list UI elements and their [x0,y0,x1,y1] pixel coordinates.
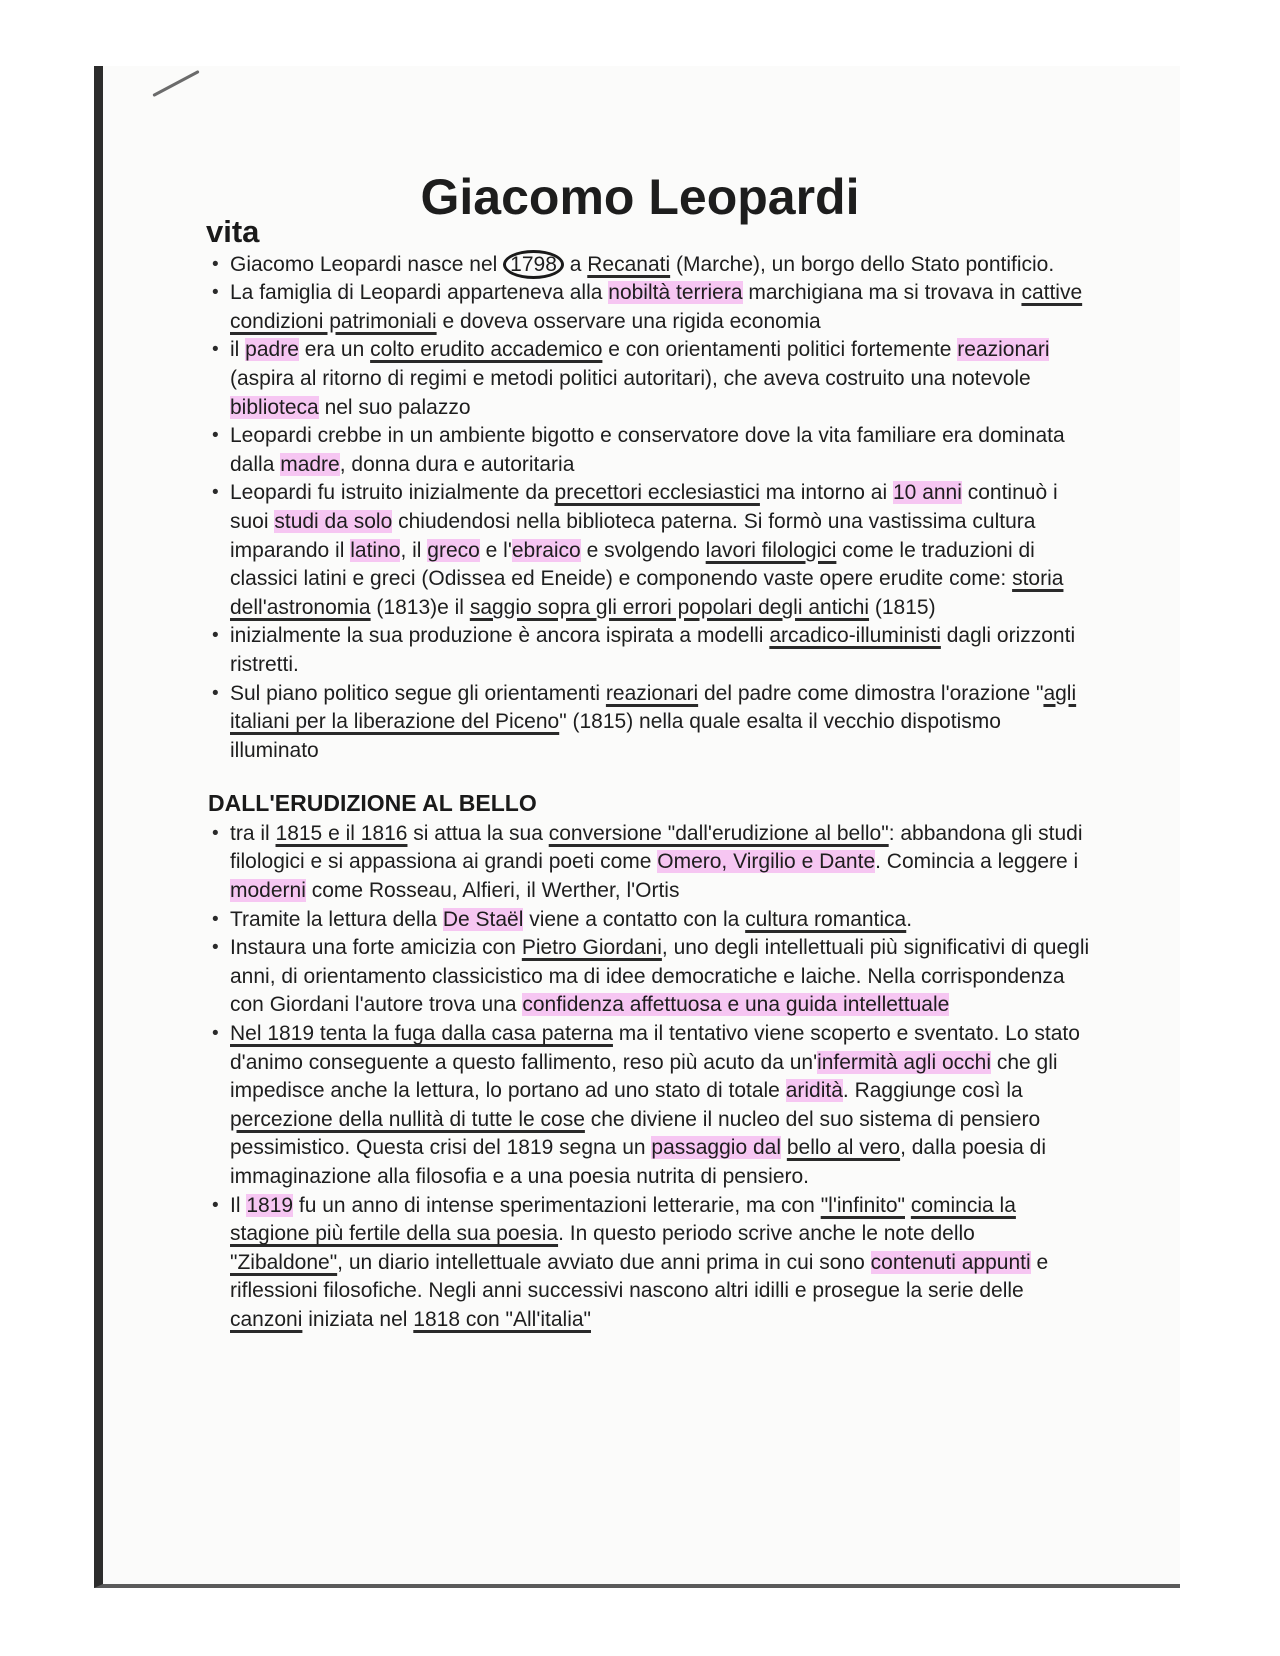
list-item [212,680,1092,766]
highlighted-text: De Staël [442,907,524,931]
text-run: del padre come dimostra l'orazione " [698,681,1044,705]
highlighted-text: confidenza affettuosa e una guida intellettuale [522,993,950,1017]
underlined-text: precettori ecclesiastici [554,481,760,505]
list-item [212,934,1092,1020]
underlined-text: 1818 con "All'italia" [413,1307,591,1331]
underlined-text: bello al vero [786,1136,901,1160]
list-item [212,1020,1092,1192]
highlighted-text: biblioteca [230,395,319,419]
text-run: Leopardi crebbe in un ambiente bigotto e conservatore dove la vita familiare era dominata dalla [230,424,1065,476]
list-item [212,251,1092,280]
list-item [212,906,1092,935]
list-item [212,336,1092,422]
list-item [212,422,1092,479]
text-run: . In questo periodo scrive anche le note dello [558,1222,975,1246]
text-run: e svolgendo [580,538,706,562]
text-run: chiudendosi nella biblioteca paterna. Si formò una vastissima cultura imparando il [230,509,1036,562]
underlined-text: comincia la stagione più fertile della sua poesia [230,1193,1016,1246]
highlighted-text: padre [245,338,299,362]
text-run: nel suo palazzo [318,395,471,419]
text-run: iniziata nel [302,1307,414,1331]
text-run: dagli orizzonti ristretti. [230,624,1076,676]
text-run: Giacomo Leopardi nasce nel [230,252,504,276]
underlined-text: Nel 1819 tenta la fuga dalla casa paterna [230,1022,613,1046]
highlighted-text: 10 anni [893,481,962,505]
text-run: . Comincia a leggere i [875,850,1079,874]
text-run: , il [400,538,428,562]
underlined-text: "l'infinito" [820,1193,905,1217]
highlighted-text: reazionari [957,338,1050,362]
text-run: inizialmente la sua produzione è ancora ispirata a modelli [230,624,770,648]
list-item [212,1192,1092,1335]
text-run: . Raggiunge così la [842,1079,1023,1103]
text-run: ma il tentativo viene scoperto e sventato. Lo stato d'animo conseguente a questo fallimento, reso più acuto da un' [230,1022,1080,1074]
list-item [212,279,1092,336]
underlined-text: saggio sopra gli errori popolari degli antichi [469,595,870,619]
highlighted-text: moderni [230,879,306,903]
text-run: il [230,338,246,362]
highlighted-text: infermità agli occhi [817,1050,991,1074]
text-run: Leopardi fu istruito inizialmente da [230,481,555,505]
text-run: e l' [479,538,512,562]
circled-text: 1798 [503,250,564,279]
highlighted-text: aridità [785,1079,843,1103]
underlined-text: agli italiani per la liberazione del Piceno [230,681,1077,734]
underlined-text: percezione della nullità di tutte le cose [230,1107,585,1131]
text-run: , un diario intellettuale avviato due anni prima in cui sono [337,1250,871,1274]
text-run: (Marche), un borgo dello Stato pontificio. [670,252,1055,276]
text-run: continuò i suoi [230,481,1058,533]
text-run: fu un anno di intense sperimentazioni letterarie, ma con [293,1193,821,1217]
text-run: viene a contatto con la [523,907,746,931]
underlined-text: colto erudito accademico [370,338,603,362]
text-run: " (1815) nella quale esalta il vecchio dispotismo illuminato [230,710,1001,762]
text-run: ma intorno ai [759,481,893,505]
text-run: (aspira al ritorno di regimi e metodi politici autoritari), che aveva costruito una notevole [230,366,1031,390]
underlined-text: lavori filologici [705,538,837,562]
underlined-text: Recanati [587,252,671,276]
underlined-text: conversione "dall'erudizione al bello" [548,821,889,845]
underlined-text: arcadico-illuministi [769,624,941,648]
text-run: che gli impedisce anche la lettura, lo portano ad uno stato di totale [230,1050,1058,1103]
text-run: Sul piano politico segue gli orientamenti [230,681,606,705]
text-run: Instaura una forte amicizia con [230,936,522,960]
highlighted-text: greco [427,538,480,562]
list-item [212,820,1092,906]
text-run: La famiglia di Leopardi apparteneva alla [230,281,609,305]
text-run: , dalla poesia di immaginazione alla filosofia e a una poesia nutrita di pensiero. [230,1136,1047,1188]
text-run: . [906,907,913,931]
text-run: si attua la sua [407,821,549,845]
highlighted-text: studi da solo [274,509,393,533]
text-run: e doveva osservare una rigida economia [436,309,821,333]
underlined-text: 1815 e il 1816 [275,821,408,845]
highlighted-text: nobiltà terriera [608,281,743,305]
section-heading: vita [206,214,260,249]
highlighted-text: passaggio dal [651,1136,781,1160]
text-run: (1813)e il [370,595,470,619]
text-run: che diviene il nucleo del suo sistema di pensiero pessimistico. Questa crisi del 1819 segna un [230,1107,1041,1160]
text-run: e con orientamenti politici fortemente [602,338,958,362]
text-run: , uno degli intellettuali più significativi di quegli anni, di orientamento classicistico ma di idee democratiche e laiche. Nella corrispondenza con Giordani l'autore trova una [230,936,1090,1017]
text-run: come Rosseau, Alfieri, il Werther, l'Ortis [305,879,680,903]
text-run: era un [298,338,371,362]
text-run: (1815) [869,595,936,619]
highlighted-text: contenuti appunti [870,1250,1031,1274]
text-run: e riflessioni filosofiche. Negli anni successivi nascono altri idilli e prosegue la serie delle [230,1250,1049,1303]
page-title: Giacomo Leopardi [420,169,860,225]
section-heading: DALL'ERUDIZIONE AL BELLO [208,790,537,817]
underlined-text: reazionari [605,681,699,705]
text-run: marchigiana ma si trovava in [742,281,1022,305]
underlined-text: cultura romantica [745,907,907,931]
document-body [206,214,1092,1335]
highlighted-text: latino [350,538,401,562]
text-run: Tramite la lettura della [230,907,443,931]
highlighted-text: Omero, Virgilio e Dante [657,850,876,874]
text-run: tra il [230,821,276,845]
list-item [212,479,1092,622]
list-item [212,622,1092,679]
underlined-text: canzoni [230,1307,303,1331]
text-run: , donna dura e autoritaria [339,452,575,476]
underlined-text: storia dell'astronomia [230,567,1064,619]
bullet-list [212,251,1092,766]
underlined-text: cattive condizioni patrimoniali [230,281,1083,333]
bullet-list [212,820,1092,1335]
text-run: Il [230,1193,247,1217]
underlined-text: Pietro Giordani [521,936,662,960]
highlighted-text: 1819 [246,1193,294,1217]
text-run: come le traduzioni di classici latini e greci (Odissea ed Eneide) e componendo vaste opere erudite come: [230,538,1035,591]
text-run: a [563,252,588,276]
underlined-text: "Zibaldone" [230,1250,338,1274]
text-run: : abbandona gli studi filologici e si appassiona ai grandi poeti come [230,821,1083,874]
highlighted-text: madre [280,452,340,476]
highlighted-text: ebraico [511,538,581,562]
